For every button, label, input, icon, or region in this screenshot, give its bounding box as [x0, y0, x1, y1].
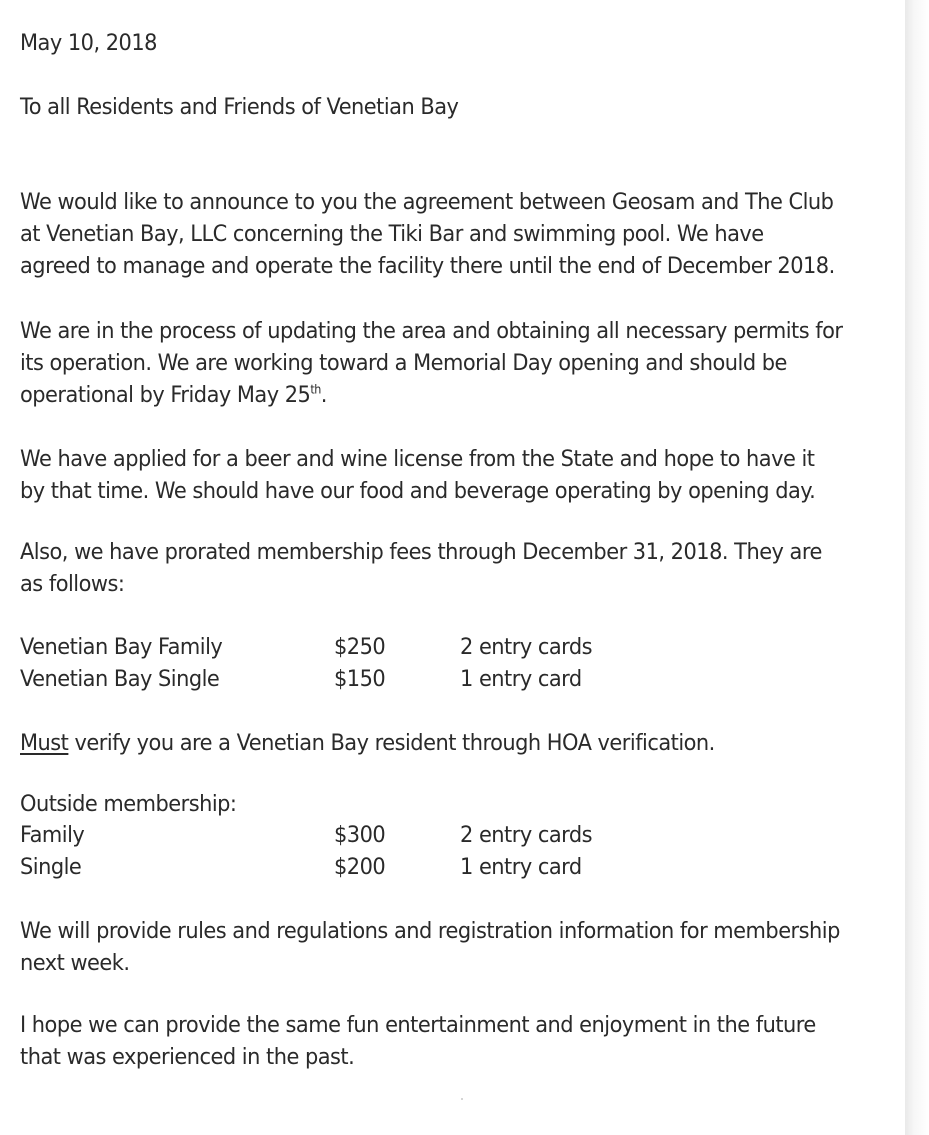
verify-emphasis: Must [20, 730, 69, 756]
paragraph-line: I hope we can provide the same fun entertainment and enjoyment in the future [20, 1012, 816, 1038]
paragraph-line: Also, we have prorated membership fees through December 31, 2018. They are [20, 539, 822, 565]
paragraph-line: that was experienced in the past. [20, 1044, 355, 1070]
paragraph-line: next week. [20, 950, 130, 976]
verify-note [20, 727, 715, 759]
fee-price: $300 [334, 822, 386, 848]
opening-date-text: operational by Friday May 25 [20, 382, 311, 408]
paragraph-line: at Venetian Bay, LLC concerning the Tiki Bar and swimming pool. We have [20, 221, 764, 247]
paragraph-fees-intro [20, 536, 882, 600]
fee-name: Single [20, 854, 82, 880]
paragraph-line: by that time. We should have our food and beverage operating by opening day. [20, 478, 816, 504]
fee-name: Venetian Bay Family [20, 634, 223, 660]
paragraph-line: We are in the process of updating the area and obtaining all necessary permits for [20, 318, 843, 344]
fee-cards: 1 entry card [460, 854, 582, 880]
paragraph-line: as follows: [20, 571, 125, 597]
sentence-period: . [320, 382, 327, 408]
fee-cards: 1 entry card [460, 666, 582, 692]
fee-price: $250 [334, 634, 386, 660]
scan-edge-shadow [905, 0, 929, 1135]
paragraph-line: agreed to manage and operate the facility there until the end of December 2018. [20, 253, 835, 279]
letter-date: May 10, 2018 [20, 30, 157, 56]
paragraph-opening [20, 315, 904, 411]
paragraph-line: We have applied for a beer and wine license from the State and hope to have it [20, 446, 815, 472]
paragraph-line: its operation. We are working toward a Memorial Day opening and should be [20, 350, 787, 376]
paragraph-agreement [20, 186, 896, 282]
outside-membership-heading: Outside membership: [20, 791, 237, 817]
paragraph-closing [20, 1009, 876, 1073]
paragraph-line [20, 379, 843, 411]
paragraph-line: We will provide rules and regulations and registration information for membership [20, 918, 840, 944]
paragraph-license [20, 443, 875, 507]
fee-price: $150 [334, 666, 386, 692]
paragraph-registration [20, 915, 902, 979]
fee-name: Venetian Bay Single [20, 666, 220, 692]
paragraph-line: We would like to announce to you the agreement between Geosam and The Club [20, 189, 834, 215]
scan-speck [461, 1098, 463, 1100]
fee-cards: 2 entry cards [460, 822, 593, 848]
verify-text: verify you are a Venetian Bay resident through HOA verification. [68, 730, 715, 756]
fee-cards: 2 entry cards [460, 634, 593, 660]
fee-price: $200 [334, 854, 386, 880]
fee-name: Family [20, 822, 85, 848]
letter-salutation: To all Residents and Friends of Venetian Bay [20, 94, 459, 120]
ordinal-suffix: th [310, 382, 321, 397]
